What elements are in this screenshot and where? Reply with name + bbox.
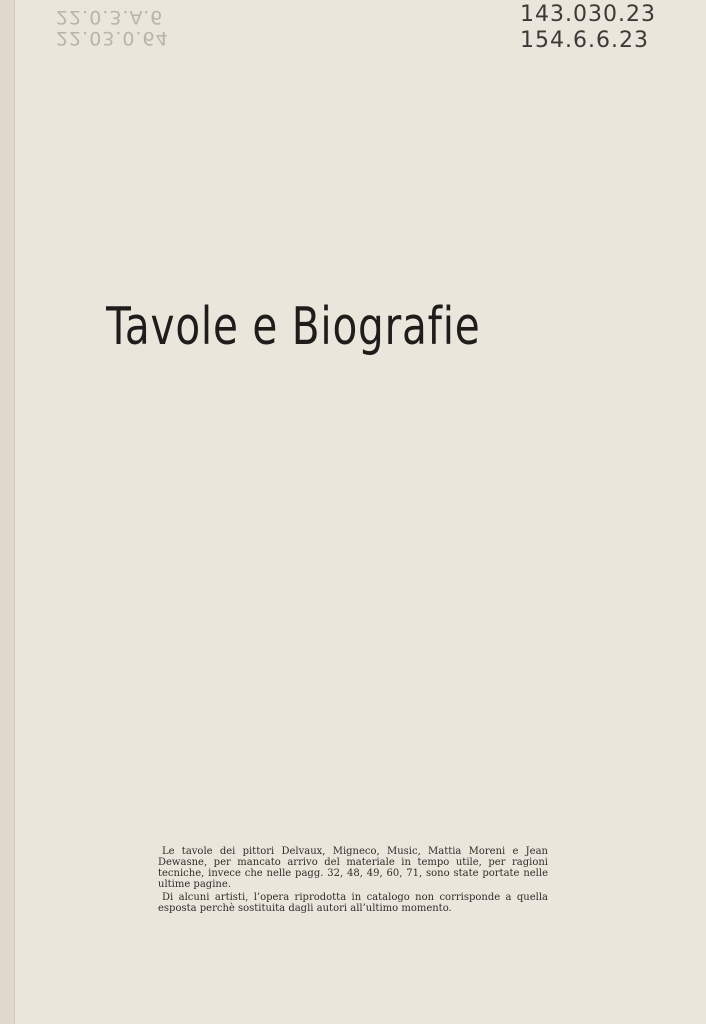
handwritten-line: 22.0.3.A.6 — [56, 6, 164, 28]
handwritten-note-top-left — [56, 6, 169, 48]
note-paragraph: Di alcuni artisti, l’opera riprodotta in catalogo non corrisponde a quella esposta perchè sostituita dagli autori all’ultimo momento. — [158, 892, 548, 914]
handwritten-note-top-right — [520, 2, 656, 54]
handwritten-line: 154.6.6.23 — [520, 28, 649, 53]
editorial-note — [158, 846, 548, 916]
handwritten-line: 143.030.23 — [520, 2, 656, 27]
page-title: Tavole e Biografie — [106, 296, 481, 357]
note-paragraph: Le tavole dei pittori Delvaux, Migneco, Music, Mattia Moreni e Jean Dewasne, per mancato arrivo del materiale in tempo utile, per ragioni tecniche, invece che nelle pagg. 32, 48, 49, 60, 71, sono state portate nelle ultime pagine. — [158, 846, 548, 890]
handwritten-line: 22.03.0.64 — [56, 27, 169, 49]
